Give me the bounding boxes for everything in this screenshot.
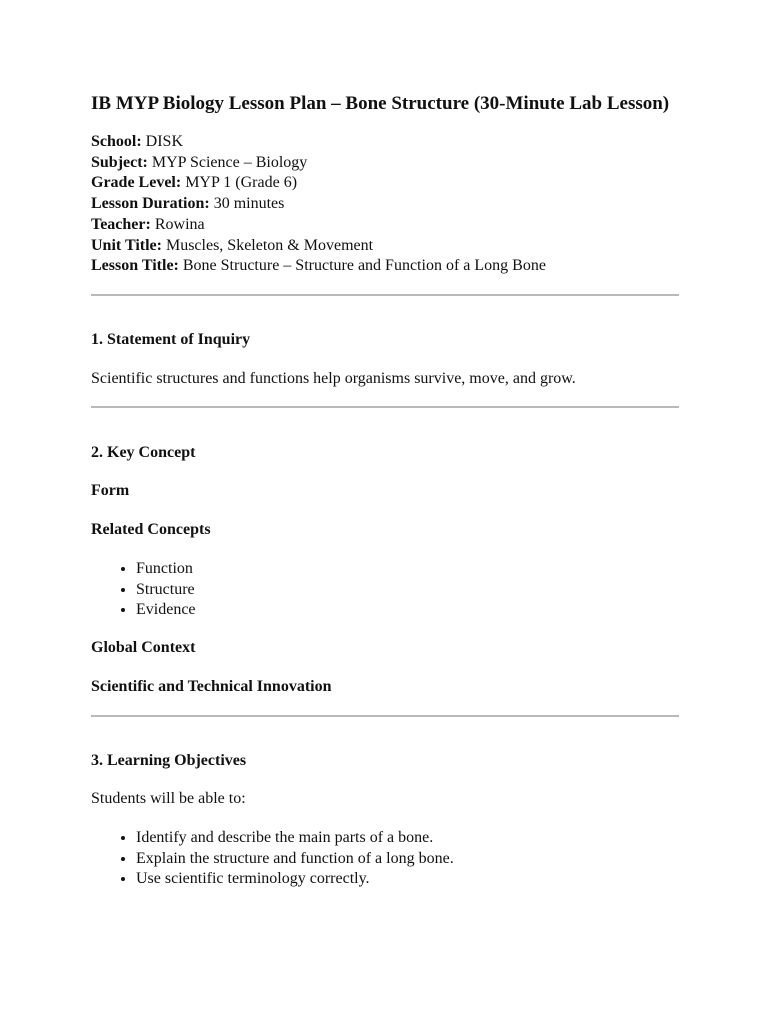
- list-item: • Evidence: [136, 600, 679, 621]
- meta-value: DISK: [145, 133, 184, 150]
- meta-label: School:: [91, 133, 142, 150]
- divider: [91, 406, 679, 408]
- meta-value: Bone Structure – Structure and Function of a Long Bone: [182, 257, 546, 275]
- meta-value: MYP Science – Biology: [151, 153, 308, 171]
- meta-row-subject: [91, 153, 679, 174]
- list-item: • Use scientific terminology correctly.: [136, 869, 679, 890]
- meta-value: 30 minutes: [213, 195, 285, 213]
- divider: [91, 294, 679, 296]
- meta-value: Rowina: [154, 215, 205, 233]
- meta-label: Lesson Duration:: [91, 195, 210, 213]
- meta-label: Subject:: [91, 153, 148, 171]
- list-item: • Explain the structure and function of a long bone.: [136, 849, 679, 870]
- lesson-meta: [91, 132, 679, 277]
- meta-row-grade-level: [91, 173, 679, 194]
- meta-row-lesson-title: [91, 256, 679, 277]
- key-concept-value: Form: [91, 481, 130, 499]
- document-title: IB MYP Biology Lesson Plan – Bone Structure (30-Minute Lab Lesson): [91, 93, 670, 114]
- list-item: • Identify and describe the main parts of a bone.: [136, 828, 679, 849]
- related-concepts-heading: Related Concepts: [91, 520, 211, 538]
- list-item: • Function: [136, 559, 679, 580]
- meta-value: Muscles, Skeleton & Movement: [165, 236, 374, 254]
- document-page: [91, 92, 679, 890]
- meta-row-unit-title: [91, 236, 679, 257]
- meta-value: MYP 1 (Grade 6): [185, 174, 298, 192]
- learning-objectives-list: [91, 828, 679, 890]
- meta-row-lesson-duration: [91, 194, 679, 215]
- global-context-heading: Global Context: [91, 639, 196, 657]
- meta-row-teacher: [91, 215, 679, 236]
- meta-label: Unit Title:: [91, 236, 162, 254]
- learning-objectives-intro: Students will be able to:: [91, 790, 246, 808]
- meta-label: Lesson Title:: [91, 257, 179, 275]
- meta-label: Teacher:: [91, 215, 151, 233]
- meta-label: Grade Level:: [91, 174, 182, 192]
- meta-row-school: [91, 132, 679, 153]
- section-heading-key-concept: 2. Key Concept: [91, 443, 196, 461]
- list-item: • Structure: [136, 580, 679, 601]
- global-context-value: Scientific and Technical Innovation: [91, 678, 332, 696]
- section-heading-learning-objectives: 3. Learning Objectives: [91, 752, 247, 770]
- section-heading-statement-of-inquiry: 1. Statement of Inquiry: [91, 330, 251, 348]
- divider: [91, 715, 679, 717]
- related-concepts-list: [91, 559, 679, 621]
- statement-of-inquiry-text: Scientific structures and functions help organisms survive, move, and grow.: [91, 369, 576, 387]
